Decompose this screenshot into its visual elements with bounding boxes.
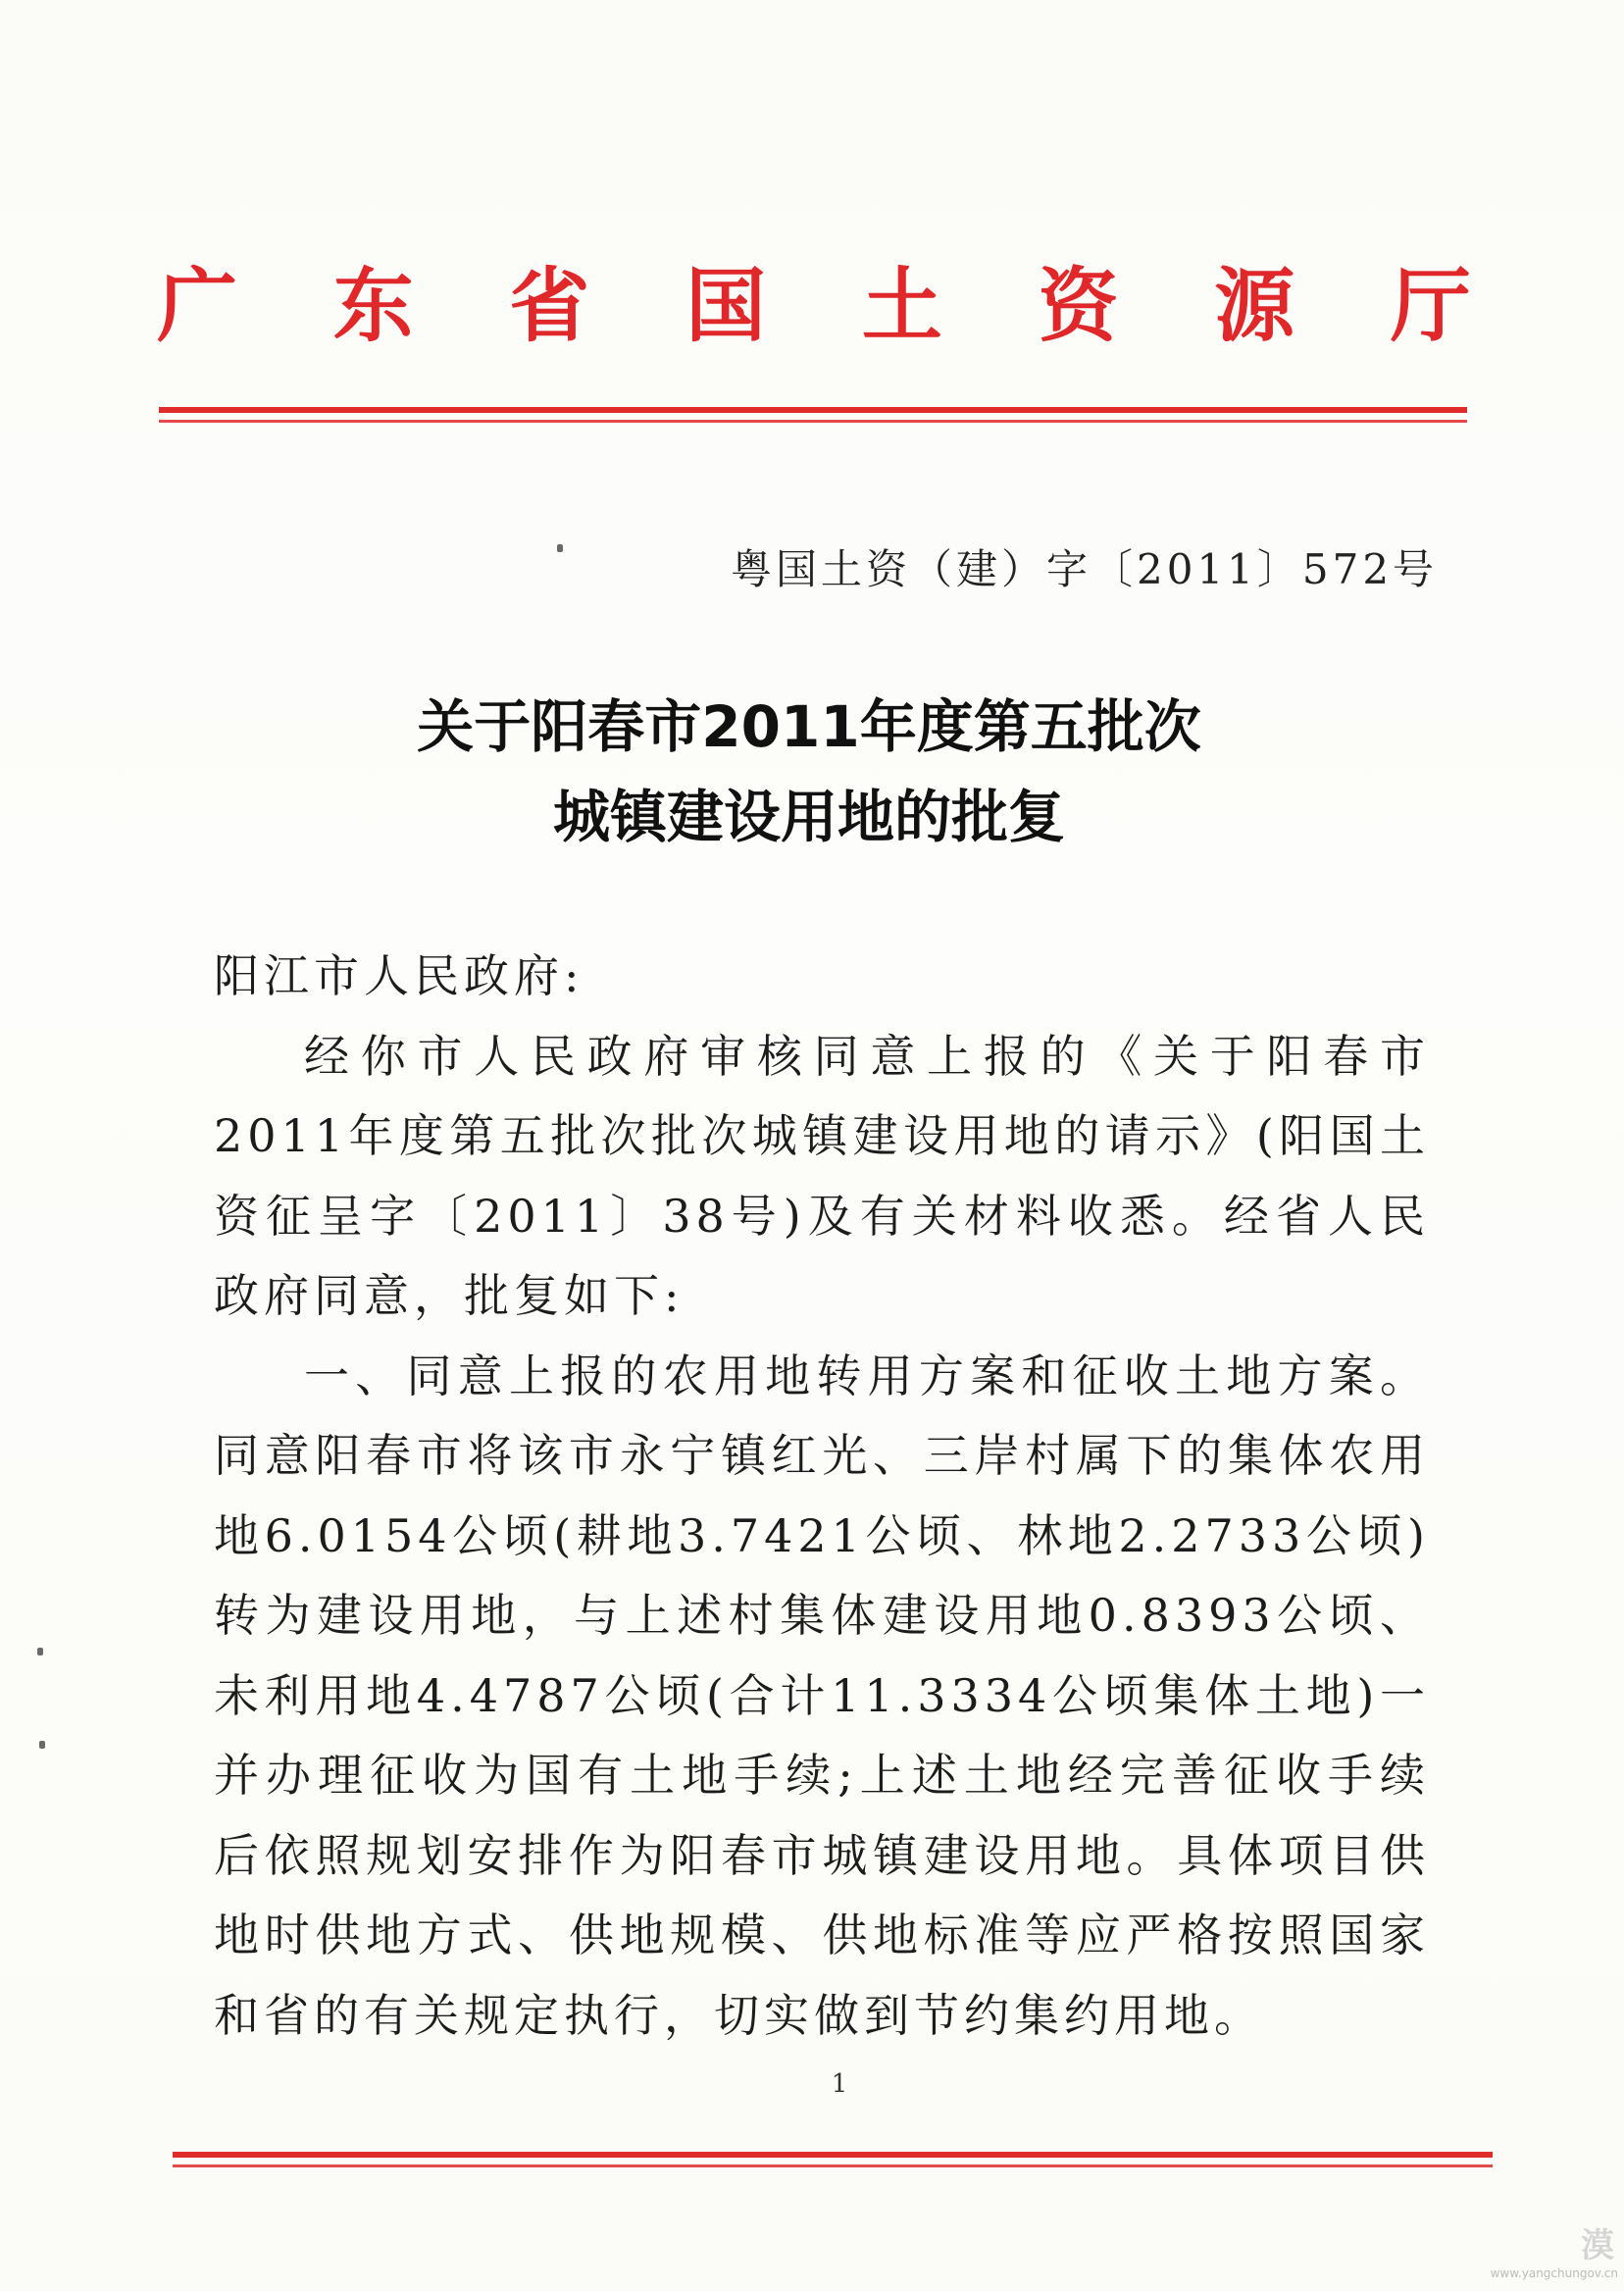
salutation: 阳江市人民政府:	[214, 949, 584, 1002]
footer-rule-thin	[173, 2164, 1493, 2167]
watermark-url: www.yangchungov.cn	[1490, 2266, 1618, 2280]
scan-mark	[37, 1648, 43, 1655]
body-paragraph: 一、同意上报的农用地转用方案和征收土地方案。同意阳春市将该市永宁镇红光、三岸村属下的集体农用地6.0154公顷(耕地3.7421公顷、林地2.2733公顷)转为建设用地，与上述村集体建设用地0.8393公顷、未利用地4.4787公顷(合计11.3334公顷集体土地)一并办理征收为国有土地手续;上述土地经完善征收手续后依照规划安排作为阳春市城镇建设用地。具体项目供地时供地方式、供地规模、供地标准等应严格按照国家和省的有关规定执行，切实做到节约集约用地。	[214, 1349, 1430, 2042]
document-body	[214, 937, 1430, 2056]
letterhead-rule-thin	[159, 420, 1467, 423]
letterhead-title	[157, 245, 1471, 353]
letterhead-char: 源	[1214, 259, 1295, 353]
page-number: 1	[831, 2069, 848, 2099]
body-paragraph: 经你市人民政府审核同意上报的《关于阳春市2011年度第五批次批次城镇建设用地的请示》(阳国土资征呈字〔2011〕38号)及有关材料收悉。经省人民政府同意，批复如下:	[214, 1029, 1430, 1322]
document-number: 粤国土资（建）字〔2011〕572号	[731, 545, 1439, 593]
watermark-logo: 漠	[1581, 2226, 1614, 2266]
scan-mark	[39, 1741, 45, 1749]
letterhead-char: 厅	[1390, 259, 1471, 353]
letterhead-char: 省	[509, 259, 590, 353]
scan-mark	[557, 544, 563, 552]
letterhead-rule-thick	[159, 407, 1467, 413]
letterhead-char: 资	[1038, 259, 1119, 353]
title-line: 城镇建设用地的批复	[552, 784, 1065, 850]
letterhead-char: 东	[332, 259, 414, 353]
letterhead-char: 国	[685, 259, 767, 353]
letterhead-char: 广	[157, 259, 238, 353]
footer-rule-thick	[173, 2152, 1493, 2158]
title-line: 关于阳春市2011年度第五批次	[417, 693, 1201, 760]
site-watermark	[1479, 2218, 1624, 2287]
document-title	[196, 682, 1422, 862]
letterhead-char: 土	[861, 259, 942, 353]
